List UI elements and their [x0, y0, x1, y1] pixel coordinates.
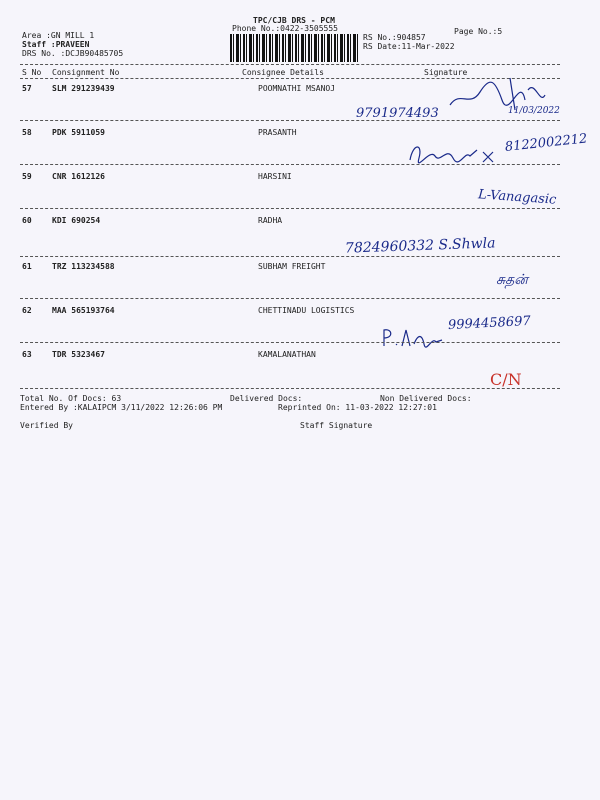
entered-by: Entered By :KALAIPCM 3/11/2022 12:26:06 PM: [20, 403, 223, 412]
signature-cn-mark: C/N: [490, 370, 522, 389]
row-sno: 60: [22, 216, 32, 225]
signature-name: L-Vanagasic: [477, 187, 557, 208]
verified-by: Verified By: [20, 421, 73, 430]
row-sno: 63: [22, 350, 32, 359]
staff-label: Staff :PRAVEEN: [22, 40, 90, 49]
signature-date: 11/03/2022: [508, 106, 560, 116]
column-header-sno: S No: [22, 68, 42, 77]
row-consignment: PDK 5911059: [52, 128, 105, 137]
row-sno: 62: [22, 306, 32, 315]
divider: [20, 120, 560, 121]
column-header-consignee: Consignee Details: [242, 68, 324, 77]
row-consignment: SLM 291239439: [52, 84, 115, 93]
row-consignment: CNR 1612126: [52, 172, 105, 181]
signature-phone: 8122002212: [504, 131, 589, 155]
row-consignee: KAMALANATHAN: [258, 350, 316, 359]
row-consignee: POOMNATHI MSANOJ: [258, 84, 336, 93]
reprinted-on: Reprinted On: 11-03-2022 12:27:01: [278, 403, 437, 412]
handwritten-signature: [380, 326, 450, 350]
page-number: Page No.:5: [454, 27, 503, 36]
row-consignee: SUBHAM FREIGHT: [258, 262, 326, 271]
row-consignment: TDR 5323467: [52, 350, 105, 359]
total-docs: Total No. Of Docs: 63: [20, 394, 122, 403]
signature-phone: 9994458697: [447, 313, 532, 334]
divider: [20, 64, 560, 65]
divider: [20, 388, 560, 389]
document-title: TPC/CJB DRS - PCM: [253, 16, 335, 25]
phone-number: Phone No.:0422-3505555: [232, 24, 338, 33]
area-label: Area :GN MILL 1: [22, 31, 95, 40]
row-consignee: RADHA: [258, 216, 283, 225]
divider: [20, 342, 560, 343]
handwritten-signature: [440, 70, 550, 115]
row-sno: 57: [22, 84, 32, 93]
staff-signature: Staff Signature: [300, 421, 373, 430]
row-consignment: TRZ 113234588: [52, 262, 115, 271]
rs-date: RS Date:11-Mar-2022: [363, 42, 455, 51]
row-sno: 58: [22, 128, 32, 137]
row-consignee: CHETTINADU LOGISTICS: [258, 306, 355, 315]
divider: [20, 256, 560, 257]
drs-number: DRS No. :DCJB90485705: [22, 49, 124, 58]
signature-name: சுதன்: [496, 272, 528, 288]
divider: [20, 164, 560, 165]
row-sno: 61: [22, 262, 32, 271]
row-consignee: HARSINI: [258, 172, 292, 181]
signature-phone: 9791974493: [356, 106, 439, 121]
row-sno: 59: [22, 172, 32, 181]
divider: [20, 298, 560, 299]
rs-number: RS No.:904857: [363, 33, 426, 42]
column-header-consignment: Consignment No: [52, 68, 120, 77]
divider: [20, 208, 560, 209]
signature-phone-name: 7824960332 S.Shwla: [344, 235, 496, 257]
row-consignee: PRASANTH: [258, 128, 297, 137]
row-consignment: KDI 690254: [52, 216, 101, 225]
column-header-signature: Signature: [424, 68, 468, 77]
delivered-docs: Delivered Docs:: [230, 394, 303, 403]
barcode: [230, 34, 358, 62]
row-consignment: MAA 565193764: [52, 306, 115, 315]
non-delivered-docs: Non Delivered Docs:: [380, 394, 472, 403]
